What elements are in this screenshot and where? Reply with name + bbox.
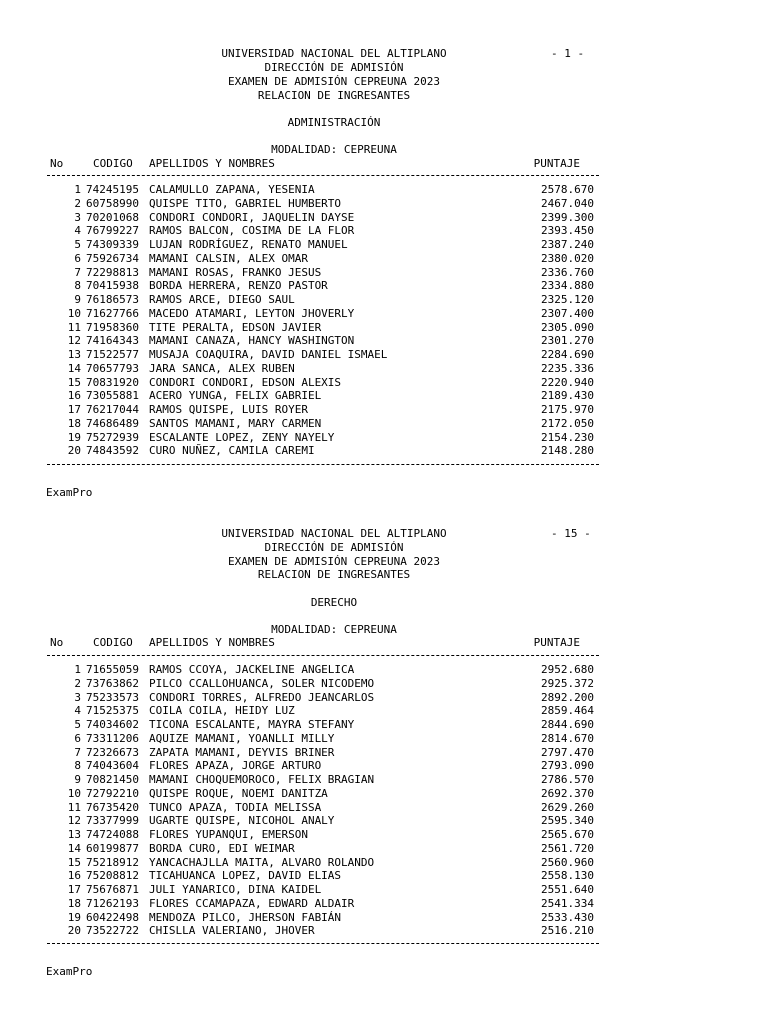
table-row [0,279,768,293]
applicant-code: 72298813 [86,265,139,279]
applicant-code: 74309339 [86,238,139,251]
applicant-name: RAMOS CCOYA, JACKELINE ANGELICA [149,663,355,676]
applicant-score: 2565.670 [541,828,594,841]
applicant-code: 75218912 [86,855,139,869]
applicant-code: 73377999 [86,814,139,828]
row-number: 12 [67,814,81,828]
applicant-code: 74245195 [86,183,139,196]
applicant-code: 70657793 [86,361,139,375]
row-number: 5 [74,238,81,251]
col-header-name: APELLIDOS Y NOMBRES [149,636,275,649]
applicant-name: TICAHUANCA LOPEZ, DAVID ELIAS [149,869,342,883]
applicant-score: 2786.570 [541,773,594,786]
university-title: UNIVERSIDAD NACIONAL DEL ALTIPLANO [221,47,447,60]
table-row [0,691,768,705]
applicant-score: 2516.210 [541,924,594,938]
applicant-code: 75233573 [86,690,139,704]
row-number: 14 [67,841,81,855]
table-row [0,911,768,925]
row-number: 8 [74,759,81,773]
applicant-code: 71655059 [86,663,139,676]
applicant-score: 2629.260 [541,800,594,814]
applicant-code: 74843592 [86,444,139,458]
applicant-score: 2325.120 [541,293,594,306]
applicant-code: 76799227 [86,224,139,238]
applicant-code: 60422498 [86,910,139,924]
table-row [0,897,768,911]
applicant-name: MAMANI CALSIN, ALEX OMAR [149,251,308,265]
applicant-score: 2859.464 [541,704,594,718]
applicant-name: MUSAJA COAQUIRA, DAVID DANIEL ISMAEL [149,348,388,361]
table-row [0,266,768,280]
applicant-score: 2561.720 [541,841,594,855]
row-number: 16 [67,389,81,403]
applicant-name: ZAPATA MAMANI, DEYVIS BRINER [149,745,335,759]
col-header-no: No [50,636,64,649]
applicant-name: MAMANI CHOQUEMOROCO, FELIX BRAGIAN [149,773,375,786]
applicant-name: QUISPE ROQUE, NOEMI DANITZA [149,786,328,800]
applicant-code: 76735420 [86,800,139,814]
row-number: 9 [74,773,81,786]
applicant-name: SANTOS MAMANI, MARY CARMEN [149,416,322,430]
applicant-score: 2235.336 [541,361,594,375]
applicant-name: UGARTE QUISPE, NICOHOL ANALY [149,814,335,828]
applicant-name: LUJAN RODRÍGUEZ, RENATO MANUEL [149,238,348,251]
applicant-code: 74724088 [86,828,139,841]
applicant-score: 2305.090 [541,320,594,334]
row-number: 18 [67,896,81,910]
applicant-name: QUISPE TITO, GABRIEL HUMBERTO [149,196,342,210]
table-row [0,431,768,445]
applicant-code: 70201068 [86,210,139,224]
applicant-code: 76186573 [86,293,139,306]
footer-brand: ExamPro [46,486,93,499]
row-number: 19 [67,910,81,924]
applicant-score: 2467.040 [541,196,594,210]
row-number: 6 [74,731,81,745]
applicant-name: TUNCO APAZA, TODIA MELISSA [149,800,322,814]
applicant-code: 75208812 [86,869,139,883]
applicant-name: MACEDO ATAMARI, LEYTON JHOVERLY [149,306,355,320]
applicant-name: CURO NUÑEZ, CAMILA CAREMI [149,444,315,458]
applicant-name: YANCACHAJLLA MAITA, ALVARO ROLANDO [149,855,375,869]
applicant-code: 72326673 [86,745,139,759]
table-row [0,759,768,773]
applicant-code: 73311206 [86,731,139,745]
applicant-name: MENDOZA PILCO, JHERSON FABIÁN [149,910,342,924]
applicant-code: 74686489 [86,416,139,430]
applicant-score: 2558.130 [541,869,594,883]
applicant-score: 2533.430 [541,910,594,924]
applicant-name: RAMOS BALCON, COSIMA DE LA FLOR [149,224,355,238]
applicant-score: 2393.450 [541,224,594,238]
table-row [0,869,768,883]
applicant-code: 71627766 [86,306,139,320]
table-row [0,183,768,197]
table-row [0,856,768,870]
row-number: 10 [67,306,81,320]
applicant-score: 2336.760 [541,265,594,279]
divider [47,175,599,176]
applicant-score: 2387.240 [541,238,594,251]
table-row [0,376,768,390]
row-number: 2 [74,676,81,690]
applicant-score: 2154.230 [541,430,594,444]
applicant-code: 70821450 [86,773,139,786]
applicant-score: 2814.670 [541,731,594,745]
table-row [0,663,768,677]
applicant-code: 71262193 [86,896,139,910]
row-number: 7 [74,265,81,279]
applicant-code: 60758990 [86,196,139,210]
applicant-score: 2399.300 [541,210,594,224]
row-number: 20 [67,444,81,458]
applicant-score: 2284.690 [541,348,594,361]
exam-title: EXAMEN DE ADMISIÓN CEPREUNA 2023 [228,75,440,88]
applicant-code: 75676871 [86,883,139,896]
row-number: 14 [67,361,81,375]
applicant-name: TICONA ESCALANTE, MAYRA STEFANY [149,718,355,731]
table-row [0,444,768,458]
table-row [0,842,768,856]
col-header-code: CODIGO [93,636,133,649]
applicant-name: PILCO CCALLOHUANCA, SOLER NICODEMO [149,676,375,690]
row-number: 3 [74,210,81,224]
applicant-score: 2692.370 [541,786,594,800]
applicant-code: 75926734 [86,251,139,265]
table-row [0,801,768,815]
applicant-score: 2793.090 [541,759,594,773]
applicant-score: 2380.020 [541,251,594,265]
row-number: 1 [74,183,81,196]
divider [47,943,599,944]
divider [47,655,599,656]
program-title: ADMINISTRACIÓN [287,116,381,129]
applicant-code: 76217044 [86,403,139,416]
row-number: 17 [67,403,81,416]
applicant-code: 72792210 [86,786,139,800]
row-number: 8 [74,279,81,293]
table-row [0,293,768,307]
applicant-score: 2892.200 [541,690,594,704]
applicant-name: BORDA HERRERA, RENZO PASTOR [149,279,328,293]
applicant-code: 70831920 [86,375,139,389]
row-number: 17 [67,883,81,896]
applicant-name: RAMOS ARCE, DIEGO SAUL [149,293,295,306]
row-number: 5 [74,718,81,731]
applicant-name: CONDORI CONDORI, JAQUELIN DAYSE [149,210,355,224]
applicant-code: 71958360 [86,320,139,334]
applicant-name: JULI YANARICO, DINA KAIDEL [149,883,322,896]
modality-label: MODALIDAD: CEPREUNA [271,623,397,636]
applicant-name: CALAMULLO ZAPANA, YESENIA [149,183,315,196]
applicant-score: 2334.880 [541,279,594,293]
row-number: 3 [74,690,81,704]
page-number: - 1 - [551,47,585,60]
row-number: 16 [67,869,81,883]
table-row [0,417,768,431]
table-row [0,307,768,321]
applicant-code: 71525375 [86,704,139,718]
row-number: 19 [67,430,81,444]
applicant-score: 2189.430 [541,389,594,403]
table-row [0,403,768,417]
applicant-score: 2578.670 [541,183,594,196]
table-row [0,732,768,746]
applicant-name: FLORES CCAMAPAZA, EDWARD ALDAIR [149,896,355,910]
table-row [0,704,768,718]
applicant-score: 2925.372 [541,676,594,690]
footer-brand: ExamPro [46,965,93,978]
applicant-score: 2551.640 [541,883,594,896]
applicant-score: 2301.270 [541,334,594,348]
row-number: 12 [67,334,81,348]
applicant-score: 2541.334 [541,896,594,910]
applicant-code: 75272939 [86,430,139,444]
applicant-score: 2220.940 [541,375,594,389]
report-title: RELACION DE INGRESANTES [257,568,411,581]
table-row [0,252,768,266]
applicant-name: COILA COILA, HEIDY LUZ [149,704,295,718]
applicant-name: TITE PERALTA, EDSON JAVIER [149,320,322,334]
applicant-code: 71522577 [86,348,139,361]
row-number: 15 [67,855,81,869]
applicant-code: 60199877 [86,841,139,855]
table-row [0,197,768,211]
applicant-name: CONDORI TORRES, ALFREDO JEANCARLOS [149,690,375,704]
applicant-score: 2175.970 [541,403,594,416]
col-header-score: PUNTAJE [533,636,580,649]
row-number: 15 [67,375,81,389]
row-number: 6 [74,251,81,265]
university-title: UNIVERSIDAD NACIONAL DEL ALTIPLANO [221,527,447,540]
row-number: 11 [67,320,81,334]
row-number: 7 [74,745,81,759]
applicant-code: 74043604 [86,759,139,773]
applicant-score: 2797.470 [541,745,594,759]
table-row [0,718,768,732]
col-header-name: APELLIDOS Y NOMBRES [149,157,275,170]
applicant-name: FLORES APAZA, JORGE ARTURO [149,759,322,773]
table-row [0,814,768,828]
table-row [0,362,768,376]
col-header-code: CODIGO [93,157,133,170]
applicant-name: MAMANI ROSAS, FRANKO JESUS [149,265,322,279]
table-row [0,348,768,362]
table-row [0,828,768,842]
row-number: 11 [67,800,81,814]
table-row [0,211,768,225]
applicant-name: ACERO YUNGA, FELIX GABRIEL [149,389,322,403]
table-row [0,787,768,801]
row-number: 10 [67,786,81,800]
row-number: 13 [67,348,81,361]
applicant-score: 2560.960 [541,855,594,869]
applicant-code: 73522722 [86,924,139,938]
table-row [0,224,768,238]
table-row [0,238,768,252]
applicant-name: FLORES YUPANQUI, EMERSON [149,828,308,841]
applicant-score: 2148.280 [541,444,594,458]
applicant-name: RAMOS QUISPE, LUIS ROYER [149,403,308,416]
col-header-score: PUNTAJE [533,157,580,170]
table-row [0,746,768,760]
divider [47,464,599,465]
table-row [0,883,768,897]
applicant-score: 2595.340 [541,814,594,828]
applicant-code: 73763862 [86,676,139,690]
row-number: 18 [67,416,81,430]
row-number: 13 [67,828,81,841]
table-row [0,924,768,938]
applicant-name: AQUIZE MAMANI, YOANLLI MILLY [149,731,335,745]
modality-label: MODALIDAD: CEPREUNA [271,143,397,156]
applicant-name: MAMANI CANAZA, HANCY WASHINGTON [149,334,355,348]
table-row [0,773,768,787]
applicant-score: 2172.050 [541,416,594,430]
row-number: 4 [74,224,81,238]
report-title: RELACION DE INGRESANTES [257,89,411,102]
office-title: DIRECCIÓN DE ADMISIÓN [264,541,404,554]
applicant-code: 74164343 [86,334,139,348]
applicant-name: BORDA CURO, EDI WEIMAR [149,841,295,855]
applicant-code: 74034602 [86,718,139,731]
program-title: DERECHO [310,596,358,609]
row-number: 4 [74,704,81,718]
page-number: - 15 - [551,527,591,540]
applicant-name: JARA SANCA, ALEX RUBEN [149,361,295,375]
applicant-score: 2952.680 [541,663,594,676]
applicant-name: CONDORI CONDORI, EDSON ALEXIS [149,375,342,389]
applicant-score: 2844.690 [541,718,594,731]
exam-title: EXAMEN DE ADMISIÓN CEPREUNA 2023 [228,555,440,568]
applicant-code: 73055881 [86,389,139,403]
row-number: 1 [74,663,81,676]
table-row [0,389,768,403]
table-row [0,321,768,335]
table-row [0,334,768,348]
office-title: DIRECCIÓN DE ADMISIÓN [264,61,404,74]
row-number: 9 [74,293,81,306]
col-header-no: No [50,157,64,170]
row-number: 20 [67,924,81,938]
applicant-name: ESCALANTE LOPEZ, ZENY NAYELY [149,430,335,444]
row-number: 2 [74,196,81,210]
applicant-name: CHISLLA VALERIANO, JHOVER [149,924,315,938]
applicant-code: 70415938 [86,279,139,293]
applicant-score: 2307.400 [541,306,594,320]
table-row [0,677,768,691]
